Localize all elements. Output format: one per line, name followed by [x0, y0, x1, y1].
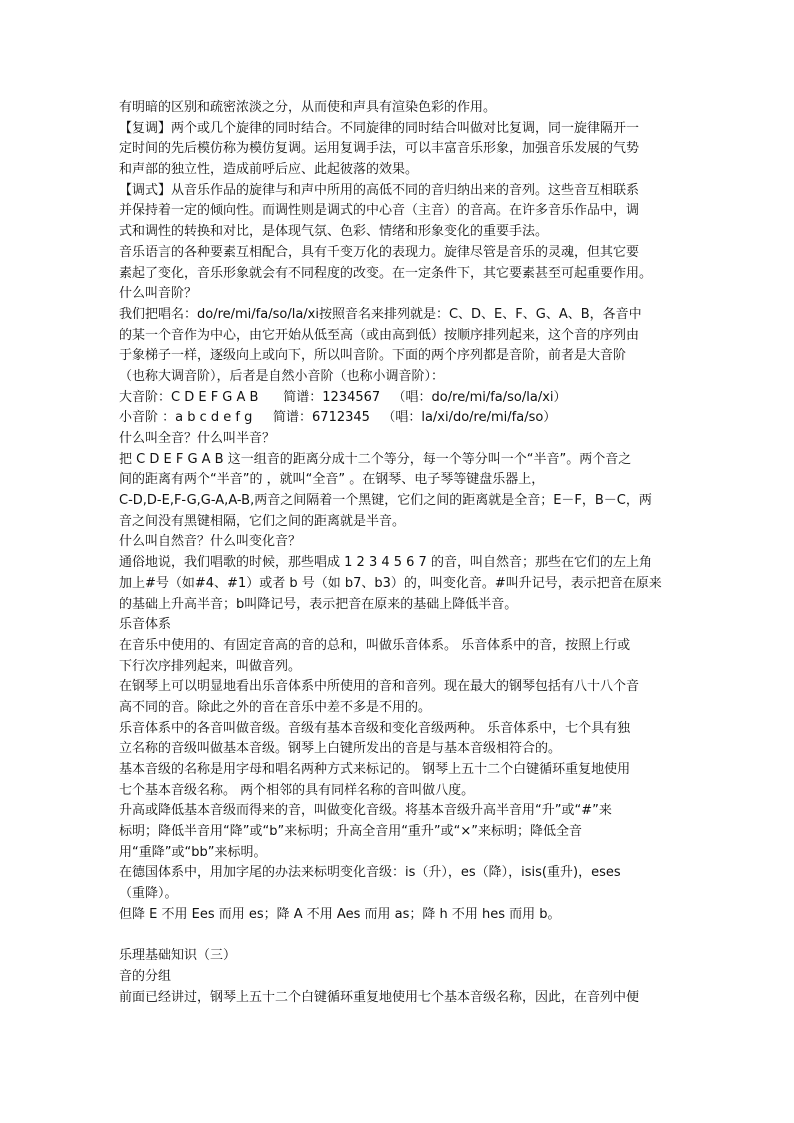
text-line: 有明暗的区别和疏密浓淡之分，从而使和声具有渲染色彩的作用。	[119, 100, 497, 115]
document-page	[119, 98, 677, 1008]
text-line: （也称大调音阶），后者是自然小音阶（也称小调音阶）：	[119, 368, 445, 384]
text-line: 并保持着一定的倾向性。而调性则是调式的中心音（主音）的音高。在许多音乐作品中，调	[119, 203, 640, 219]
text-line: 【复调】两个或几个旋律的同时结合。不同旋律的同时结合叫做对比复调，同一旋律隔开一	[119, 120, 640, 136]
text-line: 立名称的音级叫做基本音级。钢琴上白键所发出的音是与基本音级相符合的。	[119, 741, 562, 757]
section-heading: 什么叫全音？什么叫半音？	[119, 431, 276, 446]
text-line: 在音乐中使用的、有固定音高的音的总和，叫做乐音体系。 乐音体系中的音，按照上行或	[119, 637, 631, 653]
text-line: 的某一个音作为中心，由它开始从低至高（或由高到低）按顺序排列起来，这个音的序列由	[119, 327, 640, 343]
text-line: 高不同的音。除此之外的音在音乐中差不多是不用的。	[119, 699, 432, 715]
text-line: 把 C D E F G A B 这一组音的距离分成十二个等分，每一个等分叫一个“半音”。两个音之	[119, 451, 632, 467]
text-line: 的基础上升高半音；b叫降记号，表示把音在原来的基础上降低半音。	[119, 596, 518, 612]
text-line: （重降）。	[119, 886, 178, 902]
text-line: 在钢琴上可以明显地看出乐音体系中所使用的音和音列。现在最大的钢琴包括有八十八个音	[119, 679, 640, 695]
text-line: 定时间的先后模仿称为模仿复调。运用复调手法，可以丰富音乐形象，加强音乐发展的气势	[119, 141, 640, 157]
text-line: 在德国体系中，用加字尾的办法来标明变化音级：is（升），es（降），isis(重升)，eses	[119, 865, 621, 881]
text-line: 式和调性的转换和对比，是体现气氛、色彩、情绪和形象变化的重要手法。	[119, 224, 549, 240]
text-line: 小音阶 ：a b c d e f g 简谱：6712345 （唱：la/xi/do/re/mi/fa/so）	[119, 410, 557, 426]
section-heading: 乐理基础知识（三）	[119, 948, 237, 964]
text-line: 和声部的独立性，造成前呼后应、此起彼落的效果。	[119, 162, 419, 178]
text-line: 但降 E 不用 Ees 而用 es；降 A 不用 Aes 而用 as；降 h 不用 hes 而用 b。	[119, 906, 561, 922]
section-heading: 乐音体系	[119, 617, 172, 633]
text-line: 通俗地说，我们唱歌的时候，那些唱成 1 2 3 4 5 6 7 的音，叫自然音；那些在它们的左上角	[119, 555, 652, 571]
text-line: 大音阶：C D E F G A B 简谱：1234567 （唱：do/re/mi/fa/so/la/xi）	[119, 389, 567, 405]
text-line: 升高或降低基本音级而得来的音，叫做变化音级。将基本音级升高半音用“升”或“#”来	[119, 803, 612, 819]
blank-line	[119, 926, 677, 947]
text-line: 间的距离有两个“半音”的 ，就叫“全音” 。在钢琴、电子琴等键盘乐器上，	[119, 472, 545, 488]
text-line: 七个基本音级名称。 两个相邻的具有同样名称的音叫做八度。	[119, 782, 475, 798]
text-line: C-D,D-E,F-G,G-A,A-B,两音之间隔着一个黑键，它们之间的距离就是全音；E－F，B－C，两	[119, 493, 652, 509]
section-heading: 音的分组	[119, 968, 172, 984]
text-line: 加上#号（如#4、#1）或者 b 号（如 b7、b3）的，叫变化音。#叫升记号，表示把音在原来	[119, 575, 662, 591]
text-line: 素起了变化，音乐形象就会有不同程度的改变。在一定条件下，其它要素甚至可起重要作用。	[119, 265, 653, 281]
text-line: 音乐语言的各种要素互相配合，具有千变万化的表现力。旋律尽管是音乐的灵魂，但其它要	[119, 244, 640, 260]
text-line: 标明；降低半音用“降”或“b”来标明；升高全音用“重升”或“×”来标明；降低全音	[119, 824, 583, 840]
text-line: 前面已经讲过，钢琴上五十二个白键循环重复地使用七个基本音级名称，因此，在音列中便	[119, 989, 640, 1005]
text-line: 下行次序排列起来，叫做音列。	[119, 658, 302, 674]
text-line: 【调式】从音乐作品的旋律与和声中所用的高低不同的音归纳出来的音列。这些音互相联系	[119, 182, 640, 198]
text-line: 我们把唱名：do/re/mi/fa/so/la/xi按照音名来排列就是：C、D、E、F、G、A、B，各音中	[119, 306, 642, 322]
text-line: 用“重降”或“bb”来标明。	[119, 844, 267, 860]
text-line: 音之间没有黑键相隔，它们之间的距离就是半音。	[119, 513, 406, 529]
section-heading: 什么叫音阶？	[119, 286, 198, 302]
text-line: 乐音体系中的各音叫做音级。音级有基本音级和变化音级两种。 乐音体系中，七个具有独	[119, 720, 631, 736]
text-line: 于象梯子一样，逐级向上或向下，所以叫音阶。下面的两个序列都是音阶，前者是大音阶	[119, 348, 627, 364]
section-heading: 什么叫自然音？什么叫变化音？	[119, 534, 302, 550]
text-line: 基本音级的名称是用字母和唱名两种方式来标记的。 钢琴上五十二个白键循环重复地使用	[119, 762, 631, 777]
